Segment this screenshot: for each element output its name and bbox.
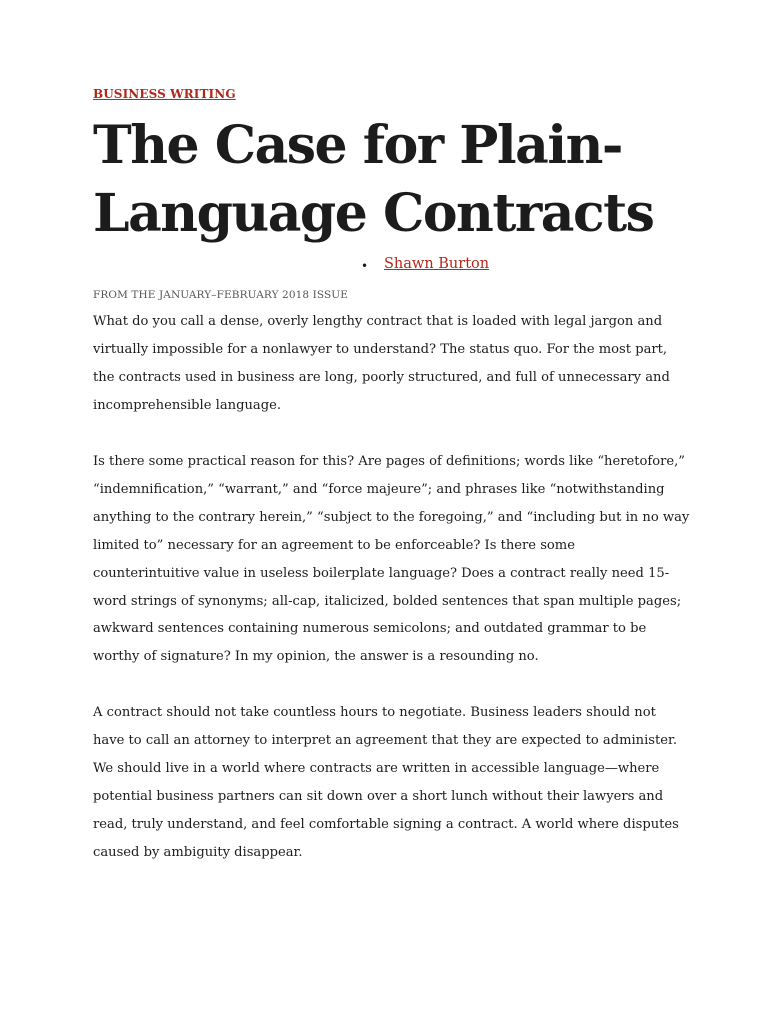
author-link[interactable]: Shawn Burton bbox=[384, 256, 490, 272]
paragraph bbox=[93, 448, 690, 671]
text-line: word strings of synonyms; all-cap, italicized, bolded sentences that span multiple pages; bbox=[93, 593, 682, 609]
text-line: A contract should not take countless hours to negotiate. Business leaders should not bbox=[93, 705, 656, 720]
category-link[interactable]: BUSINESS WRITING bbox=[93, 87, 236, 101]
title-line: The Case for Plain- bbox=[93, 115, 622, 176]
bullet-icon: • bbox=[361, 259, 369, 273]
text-line: Is there some practical reason for this? Are pages of definitions; words like “heretofore,” bbox=[93, 454, 685, 469]
text-line: potential business partners can sit down over a short lunch without their lawyers and bbox=[93, 788, 664, 804]
text-line: What do you call a dense, overly lengthy contract that is loaded with legal jargon and bbox=[93, 314, 663, 329]
text-line: We should live in a world where contracts are written in accessible language—where bbox=[93, 760, 660, 776]
article-title bbox=[93, 112, 683, 248]
text-line: read, truly understand, and feel comfortable signing a contract. A world where disputes bbox=[93, 816, 679, 832]
text-line: awkward sentences containing numerous semicolons; and outdated grammar to be bbox=[93, 621, 647, 637]
paragraph bbox=[93, 699, 683, 866]
text-line: incomprehensible language. bbox=[93, 397, 281, 413]
title-line: Language Contracts bbox=[93, 183, 654, 244]
text-line: caused by ambiguity disappear. bbox=[93, 844, 303, 860]
text-line: anything to the contrary herein,” “subject to the foregoing,” and “including but in no way bbox=[93, 509, 690, 525]
text-line: “indemnification,” “warrant,” and “force majeure”; and phrases like “notwithstanding bbox=[93, 481, 665, 497]
text-line: counterintuitive value in useless boilerplate language? Does a contract really need 15- bbox=[93, 565, 670, 581]
text-line: virtually impossible for a nonlawyer to understand? The status quo. For the most part, bbox=[93, 341, 668, 357]
paragraph bbox=[93, 308, 683, 420]
text-line: have to call an attorney to interpret an agreement that they are expected to administer. bbox=[93, 732, 678, 748]
text-line: the contracts used in business are long, poorly structured, and full of unnecessary and bbox=[93, 369, 670, 385]
issue-label: FROM THE JANUARY–FEBRUARY 2018 ISSUE bbox=[93, 289, 348, 301]
text-line: limited to” necessary for an agreement to be enforceable? Is there some bbox=[93, 537, 575, 553]
text-line: worthy of signature? In my opinion, the answer is a resounding no. bbox=[93, 649, 539, 665]
